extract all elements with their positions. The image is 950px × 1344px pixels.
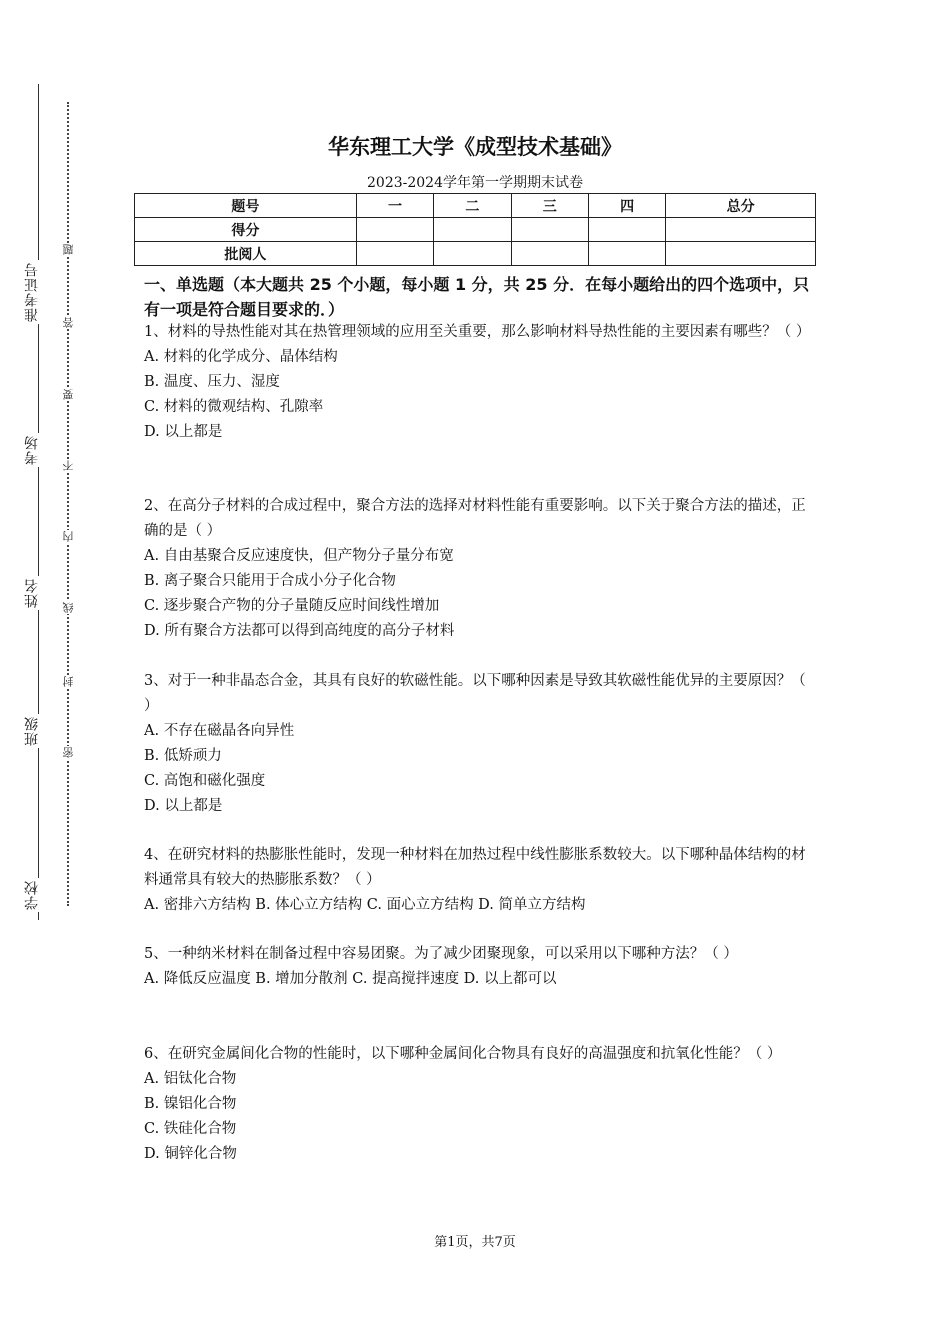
score-cell[interactable] bbox=[588, 218, 665, 242]
option-a[interactable]: A. 铝钛化合物 bbox=[144, 1071, 237, 1087]
grader-cell[interactable] bbox=[666, 242, 816, 266]
class-label: 班级 bbox=[24, 716, 40, 746]
options-line[interactable]: A. 降低反应温度 B. 增加分散剂 C. 提高搅拌速度 D. 以上都可以 bbox=[144, 971, 557, 987]
score-cell[interactable] bbox=[666, 218, 816, 242]
question-5 bbox=[144, 942, 816, 992]
option-b[interactable]: B. 离子聚合只能用于合成小分子化合物 bbox=[144, 573, 396, 589]
question-stem: 3、对于一种非晶态合金，其具有良好的软磁性能。以下哪种因素是导致其软磁性能优异的主要原因？（ ） bbox=[144, 673, 806, 714]
exam-room-label: 考场 bbox=[24, 435, 40, 465]
grader-cell[interactable] bbox=[434, 242, 511, 266]
seal-note-mi: 密 bbox=[62, 747, 75, 758]
question-4 bbox=[144, 843, 816, 918]
name-label: 姓名 bbox=[24, 578, 40, 608]
header-cell: 题号 bbox=[135, 194, 357, 218]
option-b[interactable]: B. 低矫顽力 bbox=[144, 748, 222, 764]
grader-cell[interactable] bbox=[356, 242, 433, 266]
header-cell: 总分 bbox=[666, 194, 816, 218]
score-table-header-row bbox=[135, 194, 816, 218]
exam-subtitle: 2023-2024学年第一学期期末试卷 bbox=[367, 175, 583, 191]
option-c[interactable]: C. 铁硅化合物 bbox=[144, 1121, 237, 1137]
section-title: 一、单选题（本大题共 25 个小题，每小题 1 分，共 25 分．在每小题给出的四个选项中，只有一项是符合题目要求的．） bbox=[144, 275, 810, 319]
admission-number-label: 准考证号 bbox=[24, 262, 40, 322]
grader-row bbox=[135, 242, 816, 266]
header-cell: 三 bbox=[511, 194, 588, 218]
option-a[interactable]: A. 材料的化学成分、晶体结构 bbox=[144, 349, 338, 365]
question-3 bbox=[144, 669, 816, 819]
exam-title: 华东理工大学《成型技术基础》 bbox=[328, 135, 622, 159]
question-1 bbox=[144, 320, 816, 445]
row-label: 得分 bbox=[135, 218, 357, 242]
school-label: 学校 bbox=[24, 880, 40, 910]
row-label: 批阅人 bbox=[135, 242, 357, 266]
header-cell: 二 bbox=[434, 194, 511, 218]
grader-cell[interactable] bbox=[588, 242, 665, 266]
header-cell: 一 bbox=[356, 194, 433, 218]
option-b[interactable]: B. 镍铝化合物 bbox=[144, 1096, 237, 1112]
option-c[interactable]: C. 逐步聚合产物的分子量随反应时间线性增加 bbox=[144, 598, 440, 614]
options-line[interactable]: A. 密排六方结构 B. 体心立方结构 C. 面心立方结构 D. 简单立方结构 bbox=[144, 897, 586, 913]
seal-dotted-line bbox=[67, 102, 69, 906]
seal-note-bu: 不 bbox=[62, 460, 75, 471]
option-d[interactable]: D. 铜锌化合物 bbox=[144, 1146, 237, 1162]
seal-note-nei: 内 bbox=[62, 531, 75, 542]
question-stem: 6、在研究金属间化合物的性能时，以下哪种金属间化合物具有良好的高温强度和抗氧化性能？（ ） bbox=[144, 1046, 782, 1062]
question-stem: 2、在高分子材料的合成过程中，聚合方法的选择对材料性能有重要影响。以下关于聚合方法的描述，正确的是（ ） bbox=[144, 498, 806, 539]
binding-line bbox=[38, 84, 39, 920]
seal-note-xian: 线 bbox=[62, 602, 75, 613]
score-table bbox=[134, 193, 816, 266]
question-6 bbox=[144, 1042, 816, 1167]
question-stem: 4、在研究材料的热膨胀性能时，发现一种材料在加热过程中线性膨胀系数较大。以下哪种晶体结构的材料通常具有较大的热膨胀系数？（ ） bbox=[144, 847, 806, 888]
option-c[interactable]: C. 高饱和磁化强度 bbox=[144, 773, 266, 789]
score-cell[interactable] bbox=[356, 218, 433, 242]
page-number: 第1页，共7页 bbox=[434, 1235, 516, 1250]
score-row bbox=[135, 218, 816, 242]
question-stem: 1、材料的导热性能对其在热管理领域的应用至关重要，那么影响材料导热性能的主要因素有哪些？（ ） bbox=[144, 324, 811, 340]
option-b[interactable]: B. 温度、压力、湿度 bbox=[144, 374, 280, 390]
option-a[interactable]: A. 自由基聚合反应速度快，但产物分子量分布宽 bbox=[144, 548, 454, 564]
seal-note-feng: 封 bbox=[62, 676, 75, 687]
header-cell: 四 bbox=[588, 194, 665, 218]
option-d[interactable]: D. 所有聚合方法都可以得到高纯度的高分子材料 bbox=[144, 623, 455, 639]
seal-note-yao: 要 bbox=[62, 389, 75, 400]
seal-note-da: 答 bbox=[62, 317, 75, 328]
question-stem: 5、一种纳米材料在制备过程中容易团聚。为了减少团聚现象，可以采用以下哪种方法？（ ） bbox=[144, 946, 738, 962]
score-cell[interactable] bbox=[434, 218, 511, 242]
seal-note-ti: 题 bbox=[62, 244, 75, 255]
option-d[interactable]: D. 以上都是 bbox=[144, 798, 223, 814]
option-c[interactable]: C. 材料的微观结构、孔隙率 bbox=[144, 399, 324, 415]
option-a[interactable]: A. 不存在磁晶各向异性 bbox=[144, 723, 295, 739]
option-d[interactable]: D. 以上都是 bbox=[144, 424, 223, 440]
grader-cell[interactable] bbox=[511, 242, 588, 266]
score-cell[interactable] bbox=[511, 218, 588, 242]
question-2 bbox=[144, 494, 816, 644]
